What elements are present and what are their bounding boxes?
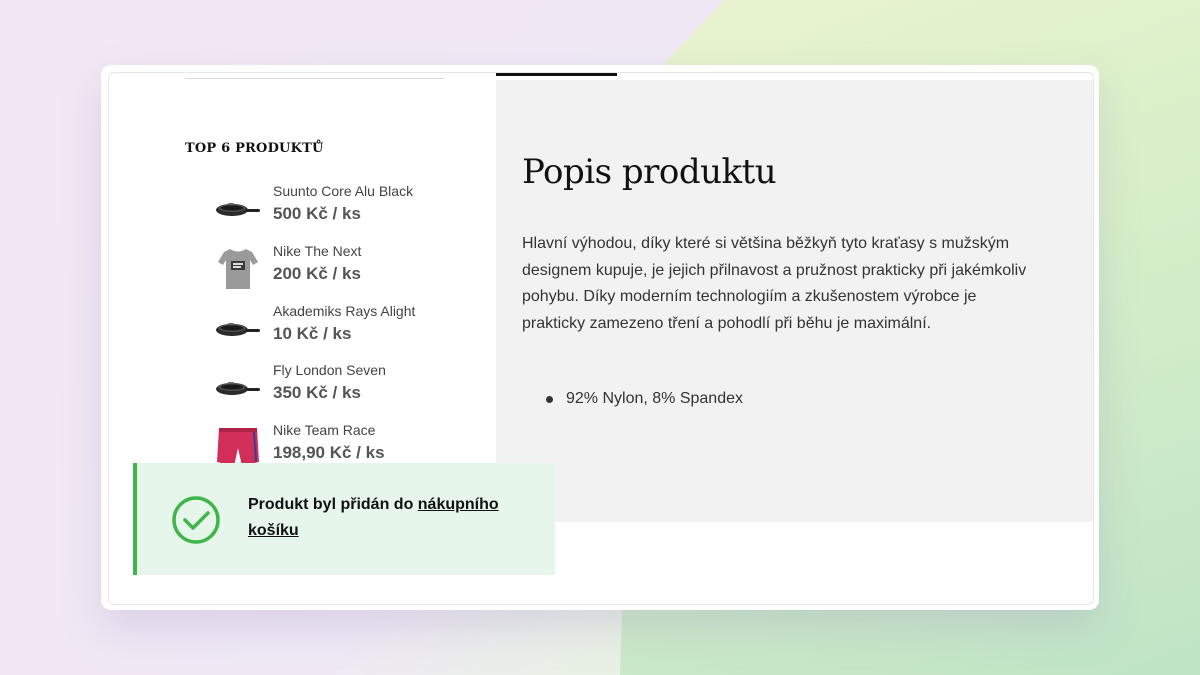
description-text: Hlavní výhodou, díky které si většina běžkyň tyto kraťasy s mužským designem kupuje, je jejich přilnavost a pružnost prakticky při jakémkoliv pohybu. Díky moderním technologiím a zkušenostem výrobce je prakticky zamezeno tření a pohodlí při běhu je maximální.	[522, 235, 1027, 332]
top-product-item[interactable]	[213, 303, 493, 353]
frying-pan-icon	[213, 303, 263, 353]
top-product-item[interactable]	[213, 183, 493, 233]
product-price: 200 Kč / ks	[273, 264, 361, 283]
top-product-item[interactable]	[213, 243, 493, 293]
check-circle-icon	[171, 495, 221, 545]
top-products-heading: TOP 6 PRODUKTŮ	[185, 141, 324, 156]
product-name[interactable]: Suunto Core Alu Black	[273, 183, 414, 199]
product-name[interactable]: Nike The Next	[273, 243, 362, 259]
product-price: 198,90 Kč / ks	[273, 443, 385, 462]
description-title: Popis produktu	[522, 152, 777, 192]
bullet-dot	[546, 396, 553, 403]
product-price: 10 Kč / ks	[273, 324, 352, 343]
feature-list-item	[522, 386, 743, 412]
product-name[interactable]: Fly London Seven	[273, 362, 386, 378]
feature-text: 92% Nylon, 8% Spandex	[566, 390, 743, 407]
frying-pan-icon	[213, 183, 263, 233]
notification-message	[248, 492, 538, 544]
tshirt-icon	[213, 243, 263, 293]
feature-list	[522, 386, 743, 412]
notification-text: Produkt byl přidán do	[248, 496, 418, 513]
product-name[interactable]: Akademiks Rays Alight	[273, 303, 416, 319]
product-name[interactable]: Nike Team Race	[273, 422, 376, 438]
product-price: 500 Kč / ks	[273, 204, 361, 223]
sidebar-divider	[185, 78, 444, 79]
cart-added-notification	[133, 463, 555, 575]
frying-pan-icon	[213, 362, 263, 412]
product-description-panel	[496, 80, 1093, 522]
top-product-item[interactable]	[213, 362, 493, 412]
cart-link[interactable]: nákupního košíku	[248, 496, 499, 539]
product-price: 350 Kč / ks	[273, 383, 361, 402]
active-tab-indicator	[496, 73, 617, 76]
